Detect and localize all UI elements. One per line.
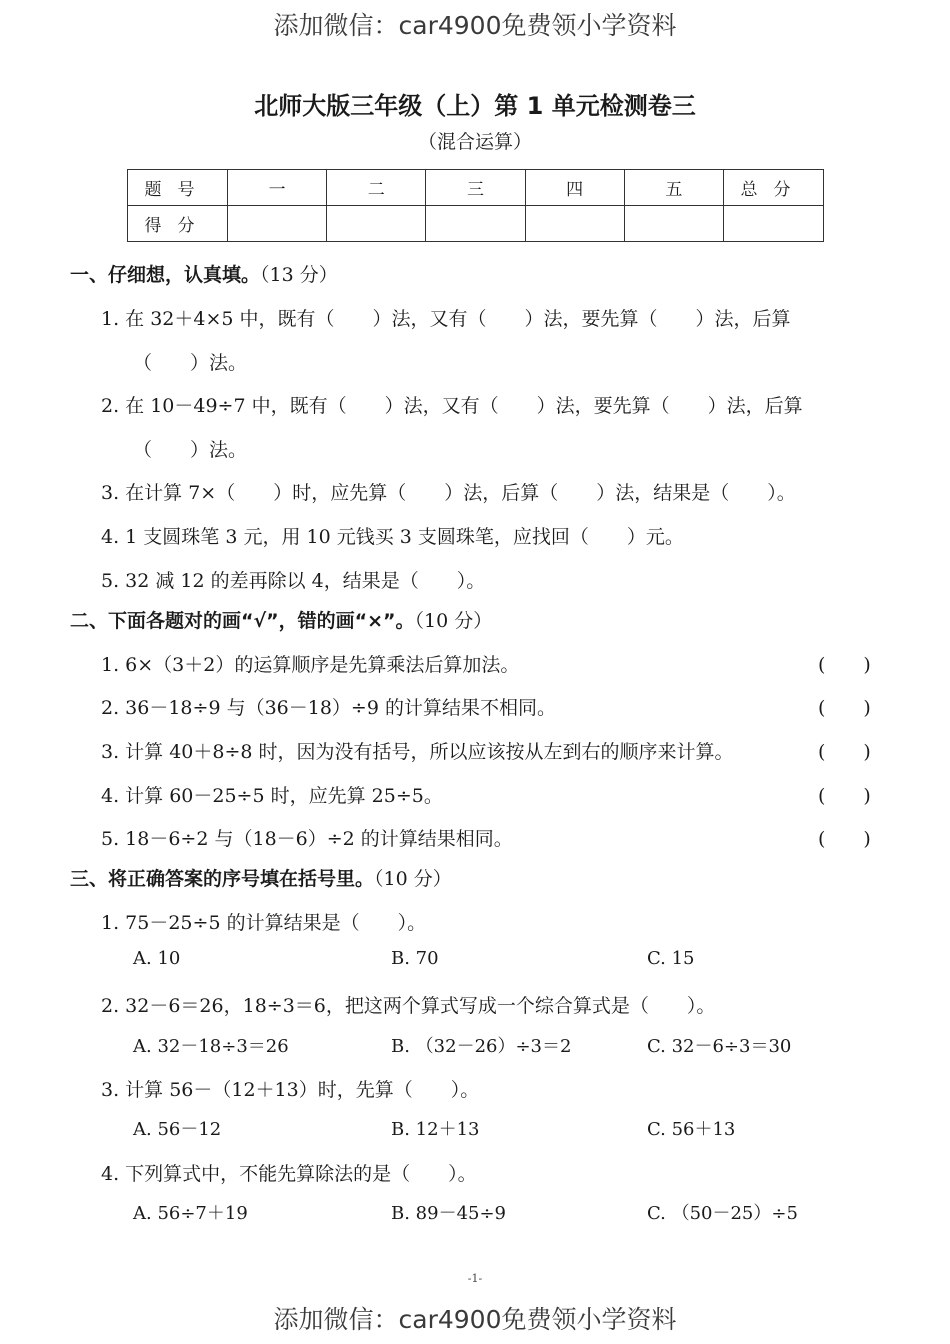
s2-answer-paren-1[interactable]: ( ) [818, 654, 871, 676]
page-number: -1- [467, 1272, 483, 1285]
s2-statement-4: 4. 计算 60－25÷5 时，应先算 25÷5。 [101, 785, 443, 807]
score-cell-blank[interactable] [426, 206, 525, 242]
s1-question-2-line2: （ ）法。 [133, 439, 248, 461]
s2-statement-1: 1. 6×（3＋2）的运算顺序是先算乘法后算加法。 [101, 654, 520, 676]
s1-question-4: 4. 1 支圆珠笔 3 元，用 10 元钱买 3 支圆珠笔，应找回（ ）元。 [101, 526, 684, 548]
s1-question-1-line2: （ ）法。 [133, 352, 248, 374]
section-1-title: 一、仔细想，认真填。 [70, 264, 261, 286]
s3-q1-option-c[interactable]: C. 15 [647, 948, 695, 969]
s2-statement-5: 5. 18－6÷2 与（18－6）÷2 的计算结果相同。 [101, 828, 513, 850]
s3-question-3: 3. 计算 56－（12＋13）时，先算（ ）。 [101, 1079, 480, 1101]
score-cell-label: 题号 [128, 170, 228, 206]
score-cell-blank[interactable] [327, 206, 426, 242]
s3-q4-option-b[interactable]: B. 89－45÷9 [391, 1203, 507, 1224]
s3-question-4: 4. 下列算式中，不能先算除法的是（ ）。 [101, 1163, 477, 1185]
score-cell-header: 一 [228, 170, 327, 206]
s1-question-2-line1: 2. 在 10－49÷7 中，既有（ ）法，又有（ ）法，要先算（ ）法，后算 [101, 395, 803, 417]
s3-question-2: 2. 32－6＝26，18÷3＝6，把这两个算式写成一个综合算式是（ ）。 [101, 995, 716, 1017]
score-cell-blank[interactable] [624, 206, 723, 242]
s2-answer-paren-5[interactable]: ( ) [818, 828, 871, 850]
s2-answer-paren-3[interactable]: ( ) [818, 741, 871, 763]
s3-q3-option-a[interactable]: A. 56－12 [133, 1119, 222, 1140]
score-cell-label: 得分 [128, 206, 228, 242]
s3-q3-option-c[interactable]: C. 56＋13 [647, 1119, 736, 1140]
section-2-points: （10 分） [414, 610, 493, 632]
s1-question-1-line1: 1. 在 32＋4×5 中，既有（ ）法，又有（ ）法，要先算（ ）法，后算 [101, 308, 791, 330]
page-subtitle: （混合运算） [417, 131, 532, 153]
s3-q2-option-b[interactable]: B. （32－26）÷3＝2 [391, 1036, 572, 1057]
s3-q4-option-c[interactable]: C. （50－25）÷5 [647, 1203, 798, 1224]
s1-question-5: 5. 32 减 12 的差再除以 4，结果是（ ）。 [101, 570, 486, 592]
score-cell-header: 三 [426, 170, 525, 206]
section-3-points: （10 分） [374, 868, 452, 890]
score-table-header-row [128, 170, 824, 206]
s3-q1-option-b[interactable]: B. 70 [391, 948, 439, 969]
section-2-heading [70, 606, 492, 633]
s3-q1-option-a[interactable]: A. 10 [133, 948, 181, 969]
section-1-heading [70, 260, 338, 287]
score-cell-blank[interactable] [724, 206, 824, 242]
s3-q3-option-b[interactable]: B. 12＋13 [391, 1119, 480, 1140]
score-table-score-row [128, 206, 824, 242]
score-cell-header: 五 [624, 170, 723, 206]
s2-answer-paren-4[interactable]: ( ) [818, 785, 871, 807]
section-1-points: （13 分） [260, 264, 338, 286]
score-cell-blank[interactable] [525, 206, 624, 242]
s3-q2-option-c[interactable]: C. 32－6÷3＝30 [647, 1036, 792, 1057]
s2-statement-2: 2. 36－18÷9 与（36－18）÷9 的计算结果不相同。 [101, 697, 556, 719]
s3-question-1: 1. 75－25÷5 的计算结果是（ ）。 [101, 912, 427, 934]
section-3-heading [70, 864, 452, 891]
score-cell-header: 二 [327, 170, 426, 206]
s2-answer-paren-2[interactable]: ( ) [818, 697, 871, 719]
s2-statement-3: 3. 计算 40＋8÷8 时，因为没有括号，所以应该按从左到右的顺序来计算。 [101, 741, 734, 763]
section-2-title: 二、下面各题对的画“√”，错的画“×”。 [70, 610, 415, 632]
page-title: 北师大版三年级（上）第 1 单元检测卷三 [254, 92, 696, 120]
s3-q2-option-a[interactable]: A. 32－18÷3＝26 [133, 1036, 289, 1057]
score-cell-header: 总分 [724, 170, 824, 206]
score-table [127, 169, 824, 242]
watermark-top: 添加微信：car4900免费领小学资料 [273, 11, 677, 40]
section-3-title: 三、将正确答案的序号填在括号里。 [70, 868, 375, 890]
score-cell-header: 四 [525, 170, 624, 206]
s3-q4-option-a[interactable]: A. 56÷7＋19 [133, 1203, 248, 1224]
watermark-bottom: 添加微信：car4900免费领小学资料 [273, 1305, 677, 1334]
score-cell-blank[interactable] [228, 206, 327, 242]
s1-question-3: 3. 在计算 7×（ ）时，应先算（ ）法，后算（ ）法，结果是（ ）。 [101, 482, 796, 504]
